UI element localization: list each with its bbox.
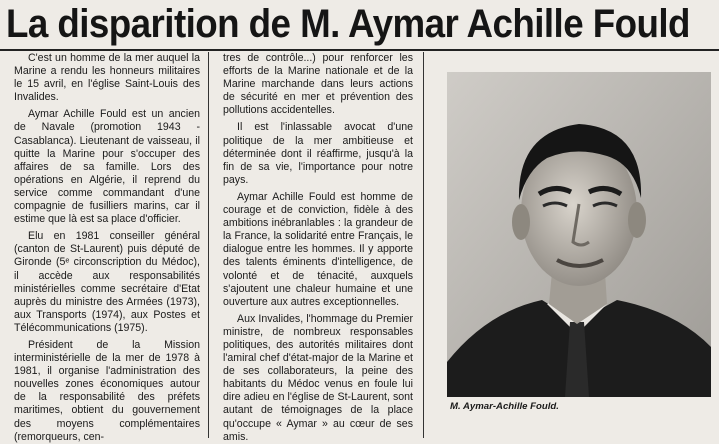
- article-headline: La disparition de M. Aymar Achille Fould: [6, 2, 690, 46]
- paragraph: Elu en 1981 conseiller général (canton de St-Laurent) puis député de Gironde (5ᵉ circonscription du Médoc), il accède aux responsabilités ministérielles comme secrétaire d'Etat auprès du ministre des Armées (1973), aux Transports (1974), aux Postes et Télécommunications (1975).: [14, 230, 200, 334]
- headline-rule: [0, 49, 719, 51]
- article-column-1: [14, 52, 200, 443]
- column-divider: [423, 52, 424, 438]
- paragraph: tres de contrôle...) pour renforcer les efforts de la Marine nationale et de la Marine marchande dans leurs actions de sécurité en mer et prévention des pollutions accidentelles.: [223, 52, 413, 117]
- paragraph: C'est un homme de la mer auquel la Marine a rendu les honneurs militaires le 15 avril, en l'église Saint-Louis des Invalides.: [14, 52, 200, 104]
- paragraph: Aux Invalides, l'hommage du Premier ministre, de nombreux responsables politiques, des autorités militaires dont l'amiral chef d'état-major de la Marine et de ses collaborateurs, la peine des habitants du Médoc venus en foule lui dire adieu en l'église de St-Laurent, sont autant de témoignages de la place qu'occupe « Aymar » au cœur de ses amis.: [223, 312, 413, 443]
- paragraph: Aymar Achille Fould est un ancien de Navale (promotion 1943 - Casablanca). Lieutenant de vaisseau, il quitte la Marine pour s'occuper des affaires de sa famille. Lors des opérations en Algérie, il reprend du service comme commandant d'une compagnie de fusilliers marins, car il estime que là est sa place d'officier.: [14, 108, 200, 226]
- paragraph: Aymar Achille Fould est homme de courage et de conviction, fidèle à des ambitions inébranlables : la grandeur de la France, la solidarité entre Français, le dialogue entre les hommes. Il y apporte des talents éminents d'intelligence, de volonté et de ténacité, auxquels s'ajoutent une chaleur humaine et une ouverture aux autres exceptionnelles.: [223, 190, 413, 308]
- article-column-2: [223, 52, 413, 443]
- portrait-illustration: [447, 72, 711, 397]
- column-divider: [208, 52, 209, 438]
- paragraph: Président de la Mission interministérielle de la mer de 1978 à 1981, il organise l'administration des nouvelles zones économiques autour de la responsabilité des préfets maritimes, obtient du gouvernement des moyens complémentaires (remorqueurs, cen-: [14, 338, 200, 443]
- photo-caption: M. Aymar-Achille Fould.: [450, 401, 559, 412]
- portrait-photo: [447, 72, 711, 397]
- paragraph: Il est l'inlassable avocat d'une politique de la mer ambitieuse et déterminée dont il réaffirme, jusqu'à la fin de sa vie, l'importance pour notre pays.: [223, 121, 413, 186]
